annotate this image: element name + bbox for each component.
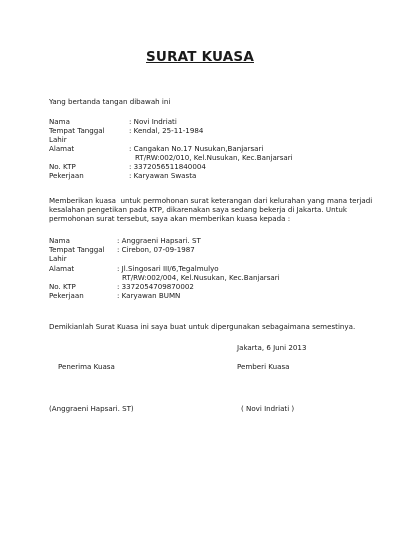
giver-name: ( Novi Indriati ): [241, 404, 295, 413]
grantee-nama-value: : Anggraeni Hapsari. ST: [117, 236, 201, 245]
giver-label: Pemberi Kuasa: [237, 362, 290, 371]
intro-text: Yang bertanda tangan dibawah ini: [49, 97, 171, 106]
document-title: SURAT KUASA: [146, 49, 254, 65]
grantee-ktp-value: : 3372054709870002: [117, 282, 194, 291]
grantee-ttl-label: Tempat Tanggal: [49, 245, 105, 254]
grantee-pekerjaan-value: : Karyawan BUMN: [117, 291, 181, 300]
grantee-alamat-label: Alamat: [49, 264, 75, 273]
grantor-pekerjaan-label: Pekerjaan: [49, 171, 84, 180]
body-line: kesalahan pengetikan pada KTP, dikarenakan saya sedang bekerja di Jakarta. Untuk: [49, 205, 347, 214]
grantor-ktp-label: No. KTP: [49, 162, 76, 171]
body-line: Memberikan kuasa untuk permohonan surat keterangan dari kelurahan yang mana terjadi: [49, 196, 373, 205]
grantor-ttl-label-line2: Lahir: [49, 135, 67, 144]
grantee-ttl-value: : Cirebon, 07-09-1987: [117, 245, 195, 254]
grantee-ttl-label-line2: Lahir: [49, 254, 67, 263]
grantor-alamat-value-line2: RT/RW:002/010, Kel.Nusukan, Kec.Banjarsari: [135, 153, 293, 162]
grantor-alamat-value: : Cangakan No.17 Nusukan,Banjarsari: [129, 144, 264, 153]
grantor-alamat-label: Alamat: [49, 144, 75, 153]
receiver-name: (Anggraeni Hapsari. ST): [49, 404, 134, 413]
grantor-pekerjaan-value: : Karyawan Swasta: [129, 171, 197, 180]
place-date: Jakarta, 6 Juni 2013: [237, 343, 307, 352]
grantor-nama-value: : Novi Indriati: [129, 117, 177, 126]
grantee-ktp-label: No. KTP: [49, 282, 76, 291]
receiver-label: Penerima Kuasa: [58, 362, 115, 371]
grantee-pekerjaan-label: Pekerjaan: [49, 291, 84, 300]
grantor-ttl-value: : Kendal, 25-11-1984: [129, 126, 204, 135]
closing-text: Demikianlah Surat Kuasa ini saya buat untuk dipergunakan sebagaimana semestinya.: [49, 322, 356, 331]
body-line: permohonan surat tersebut, saya akan memberikan kuasa kepada :: [49, 214, 291, 223]
grantee-nama-label: Nama: [49, 236, 70, 245]
grantor-nama-label: Nama: [49, 117, 70, 126]
grantee-alamat-value-line2: RT/RW:002/004, Kel.Nusukan, Kec.Banjarsari: [122, 273, 280, 282]
grantee-alamat-value: : Jl.Singosari III/6,Tegalmulyo: [117, 264, 219, 273]
grantor-ktp-value: : 3372056511840004: [129, 162, 206, 171]
grantor-ttl-label: Tempat Tanggal: [49, 126, 105, 135]
